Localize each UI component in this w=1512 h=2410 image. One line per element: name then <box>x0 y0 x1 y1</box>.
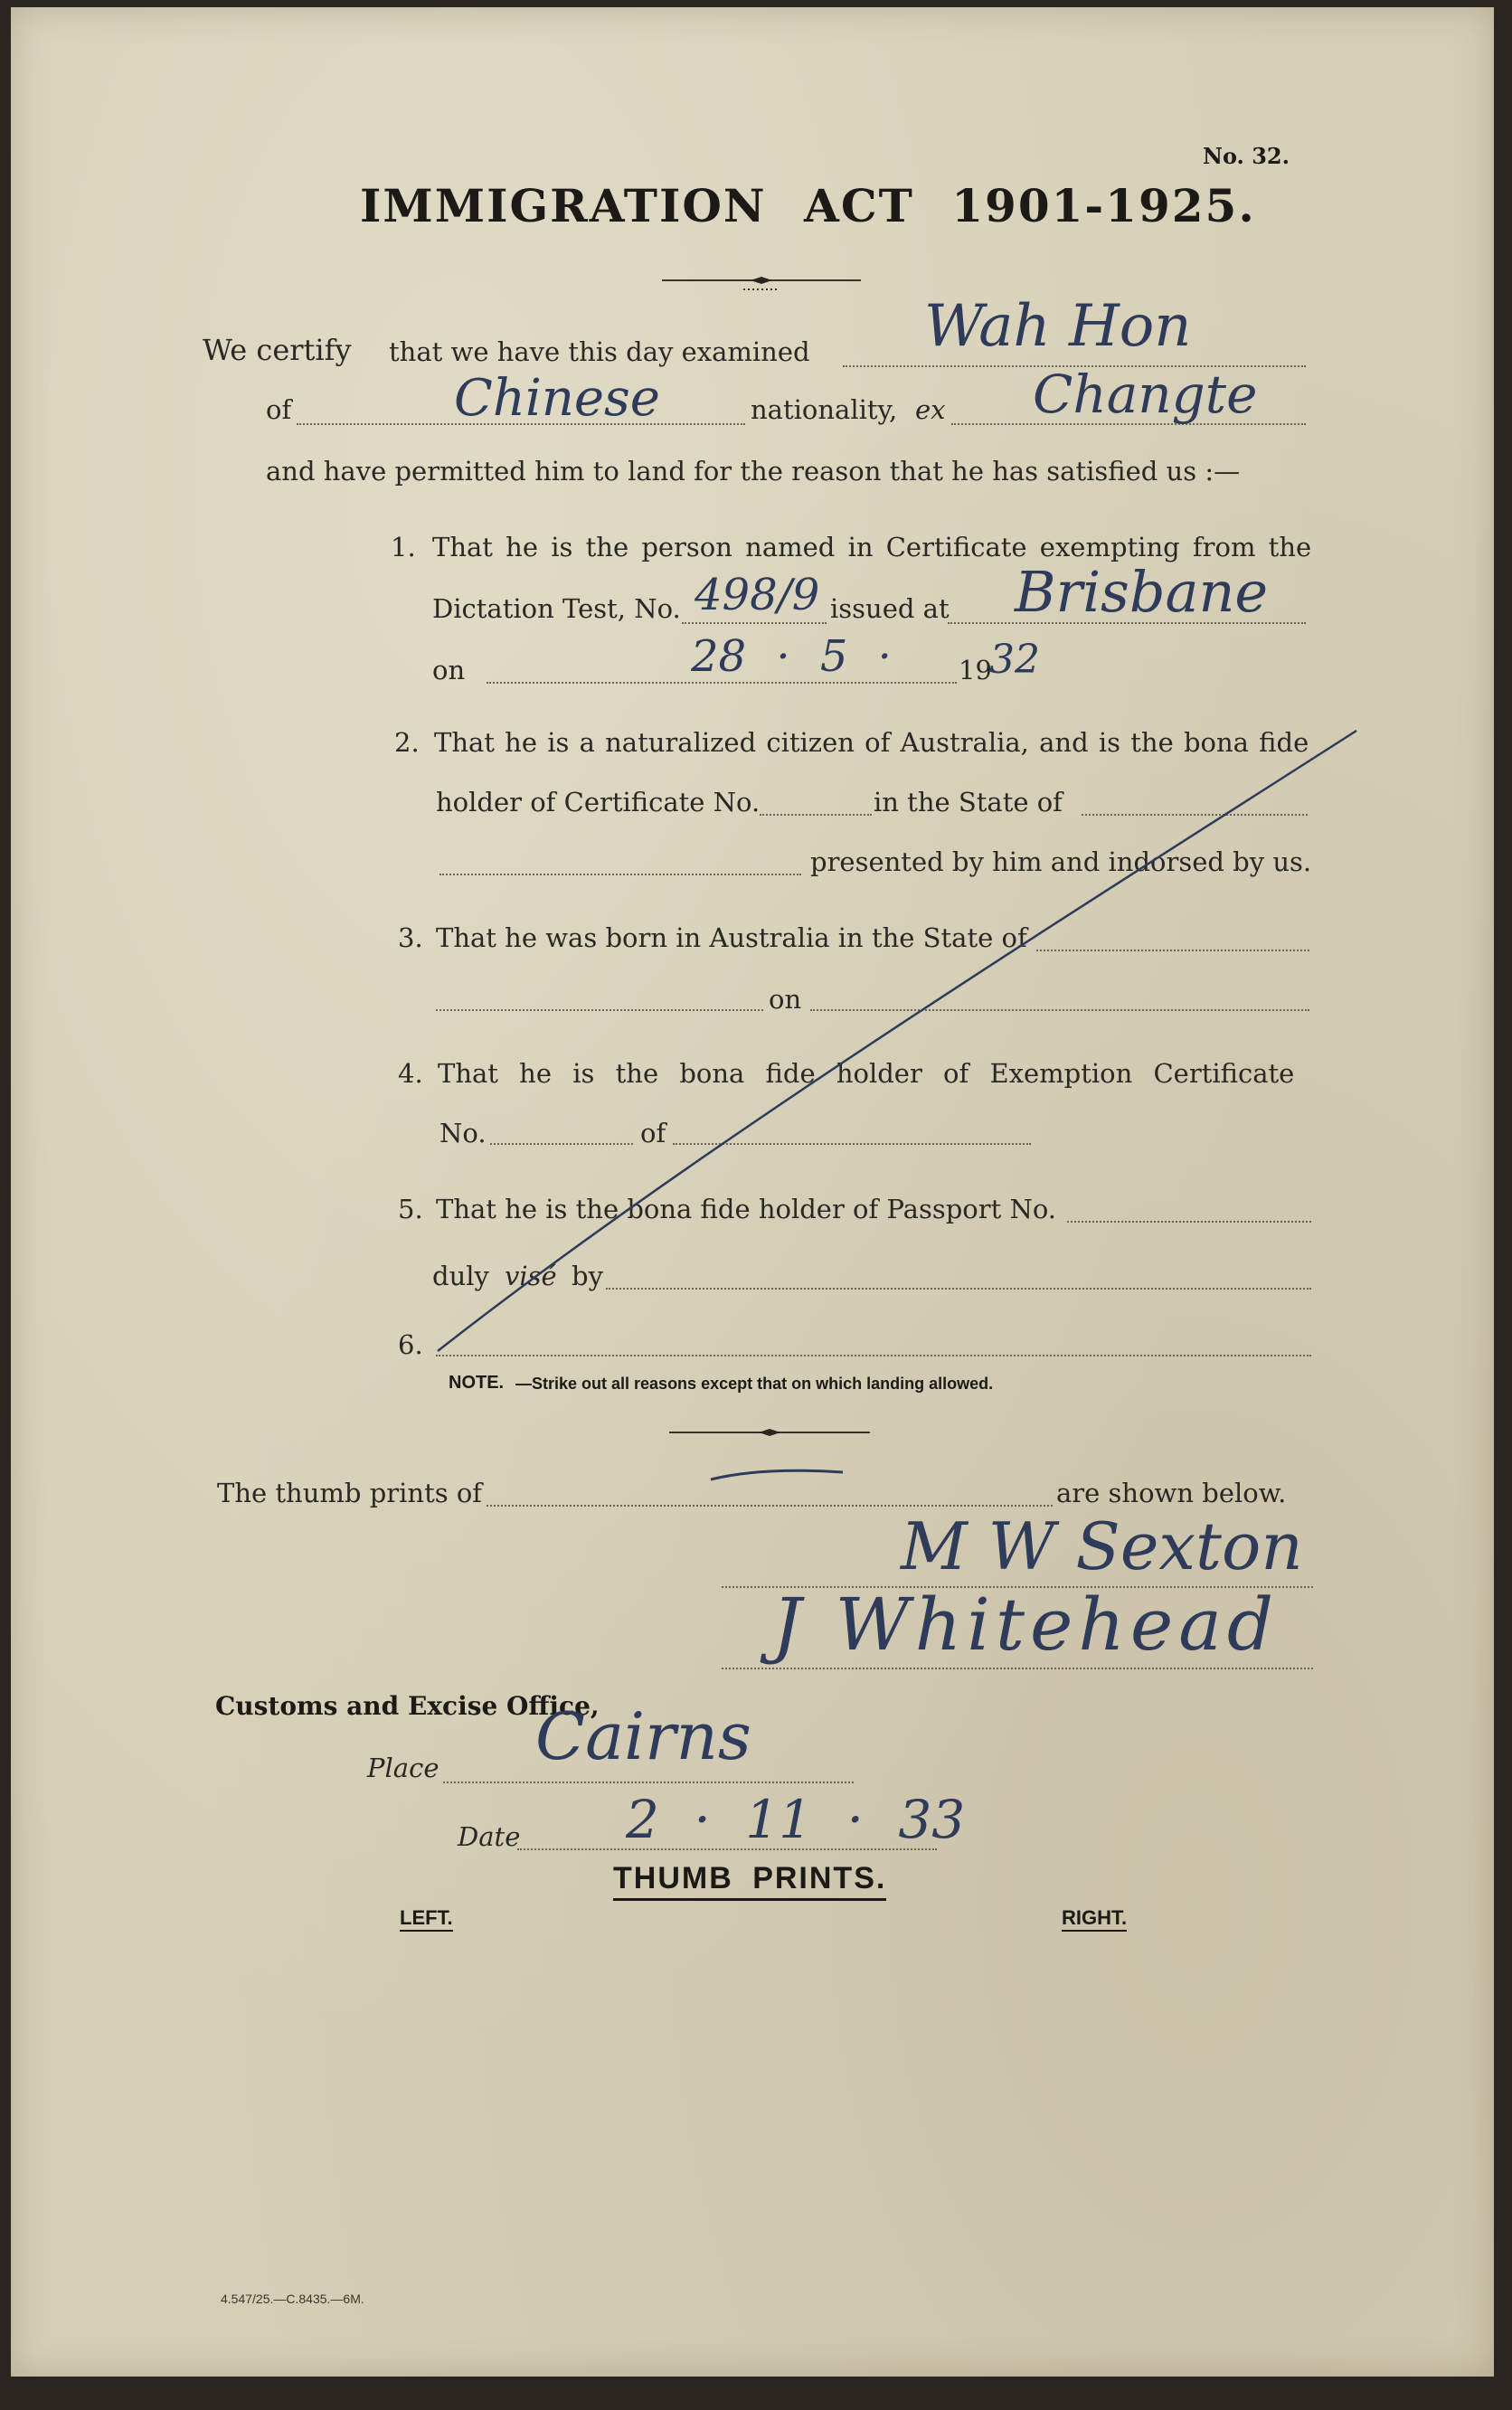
reason-3-text: That he was born in Australia in the State of <box>436 922 1027 953</box>
reason-4-of-label: of <box>640 1118 666 1148</box>
reason-5-vise-label: visé <box>505 1261 557 1291</box>
reason-1-year-prefix: 19 <box>959 655 992 685</box>
place-field <box>443 1782 854 1783</box>
reason-4-text: That he is the bona fide holder of Exemption Certificate <box>438 1058 1295 1089</box>
dictation-number-field <box>682 622 827 624</box>
dictation-number-handwritten: 498/9 <box>695 570 820 620</box>
place-label: Place <box>367 1753 439 1783</box>
printer-code: 4.547/25.—C.8435.—6M. <box>221 2292 364 2306</box>
issued-at-label: issued at <box>830 593 950 624</box>
date-label: Date <box>458 1821 521 1852</box>
place-handwritten: Cairns <box>535 1698 751 1774</box>
right-thumb-label: RIGHT. <box>1062 1906 1127 1932</box>
certify-lead: We certify <box>203 333 352 367</box>
reason-4-number: 4. <box>398 1058 423 1089</box>
reason-2-certificate-label: holder of Certificate No. <box>436 787 761 818</box>
reason-3-number: 3. <box>398 922 423 953</box>
reason-5-duly-label: duly <box>432 1261 489 1291</box>
reason-1-year-handwritten: 32 <box>989 637 1040 683</box>
reason-1-date-handwritten: 28 · 5 · <box>691 631 892 682</box>
reason-6-number: 6. <box>398 1329 423 1360</box>
reason-2-text: That he is a naturalized citizen of Australia, and is the bona fide <box>434 727 1309 758</box>
reason-1-dictation-label: Dictation Test, No. <box>432 593 681 624</box>
nationality-handwritten: Chinese <box>454 369 660 428</box>
thumb-prints-pen-stroke <box>707 1460 852 1487</box>
signature-1: M W Sexton <box>901 1508 1303 1584</box>
thumb-prints-name-field <box>487 1505 1053 1507</box>
immigration-certificate-page <box>11 7 1494 2377</box>
ship-handwritten: Changte <box>1033 364 1258 425</box>
signature-2: J Whitehead <box>772 1583 1280 1667</box>
left-thumb-label: LEFT. <box>400 1906 453 1932</box>
thumb-prints-title: THUMB PRINTS. <box>613 1861 886 1901</box>
examined-name-handwritten: Wah Hon <box>924 293 1192 360</box>
reason-2-number: 2. <box>394 727 420 758</box>
date-handwritten: 2 · 11 · 33 <box>626 1789 966 1850</box>
reason-1-date-field <box>487 682 957 684</box>
document-title: IMMIGRATION ACT 1901-1925. <box>360 179 1256 232</box>
of-label: of <box>266 394 292 425</box>
reason-1-number: 1. <box>391 532 416 562</box>
note-text: —Strike out all reasons except that on which landing allowed. <box>515 1375 994 1393</box>
reason-1-on-label: on <box>432 655 466 685</box>
customs-office-label: Customs and Excise Office, <box>215 1691 600 1721</box>
permitted-text: and have permitted him to land for the reason that he has satisfied us :— <box>266 456 1241 487</box>
reason-2-presented-text: presented by him and indorsed by us. <box>810 846 1312 877</box>
reason-1-text: That he is the person named in Certificate exempting from the <box>432 532 1312 562</box>
thumb-prints-shown-text: are shown below. <box>1056 1478 1287 1508</box>
reason-2-state-label: in the State of <box>874 787 1063 818</box>
reason-4-no-label: No. <box>439 1118 487 1148</box>
note-label: NOTE. <box>449 1373 505 1393</box>
thumb-prints-of-label: The thumb prints of <box>217 1478 483 1508</box>
reason-3-on-label: on <box>769 984 802 1015</box>
signature-line-2 <box>722 1668 1313 1669</box>
nationality-label: nationality, <box>751 394 898 425</box>
certify-text: that we have this day examined <box>389 336 810 367</box>
reason-5-number: 5. <box>398 1194 423 1224</box>
issued-at-handwritten: Brisbane <box>1015 559 1269 625</box>
title-ornament <box>653 269 870 297</box>
reason-5-text: That he is the bona fide holder of Passport No. <box>436 1194 1057 1224</box>
section-ornament <box>666 1423 874 1441</box>
strike-out-line <box>427 722 1367 1364</box>
form-number: No. 32. <box>1203 143 1290 169</box>
ex-label: ex <box>915 394 946 425</box>
reason-5-by-label: by <box>572 1261 603 1291</box>
